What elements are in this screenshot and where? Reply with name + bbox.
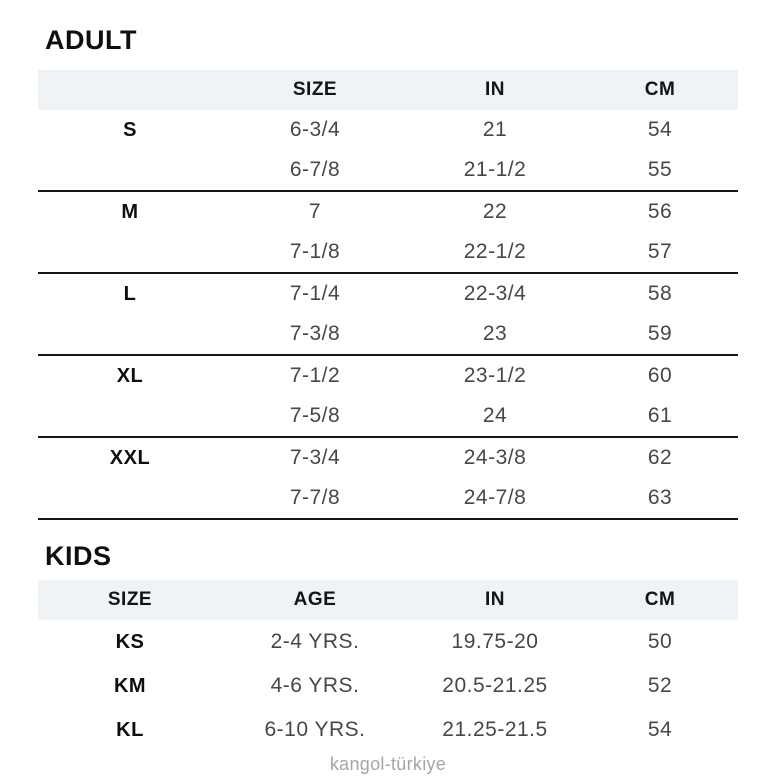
table-row xyxy=(38,478,738,519)
row-label-km: KM xyxy=(113,674,147,697)
table-row xyxy=(38,232,738,273)
column-header-age: AGE xyxy=(222,580,408,620)
table-cell: 20.5-21.25 xyxy=(442,674,548,697)
table-cell: 23-1/2 xyxy=(463,364,527,387)
table-row xyxy=(38,664,738,708)
column-header-size: SIZE xyxy=(38,580,222,620)
table-cell: 24 xyxy=(408,396,582,437)
row-label-l: L xyxy=(123,282,137,305)
table-cell: 57 xyxy=(582,232,738,273)
table-row xyxy=(38,150,738,191)
table-row xyxy=(38,191,738,232)
table-row xyxy=(38,437,738,478)
table-cell: 6-3/4 xyxy=(289,118,341,141)
table-cell: 6-10 YRS. xyxy=(264,718,366,741)
table-cell: 60 xyxy=(647,364,673,387)
adult-size-table xyxy=(38,70,738,520)
row-label-empty xyxy=(38,232,222,273)
column-header-blank xyxy=(38,70,222,110)
table-cell: 7-3/4 xyxy=(289,446,341,469)
table-cell: 56 xyxy=(647,200,673,223)
table-cell: 2-4 YRS. xyxy=(270,630,360,653)
table-cell: 54 xyxy=(647,718,673,741)
table-cell: 52 xyxy=(647,674,673,697)
column-header-size: SIZE xyxy=(222,70,408,110)
table-cell: 7-5/8 xyxy=(222,396,408,437)
row-label-empty xyxy=(38,150,222,191)
table-cell: 21.25-21.5 xyxy=(442,718,548,741)
table-cell: 7-1/2 xyxy=(289,364,341,387)
row-label-s: S xyxy=(123,118,137,141)
table-cell: 22-3/4 xyxy=(463,282,527,305)
kids-section-title: KIDS xyxy=(45,541,112,571)
row-label-empty xyxy=(38,396,222,437)
table-cell: 55 xyxy=(582,150,738,191)
table-cell: 6-7/8 xyxy=(222,150,408,191)
table-cell: 7-1/4 xyxy=(289,282,341,305)
table-cell: 7-7/8 xyxy=(222,478,408,519)
table-row xyxy=(38,355,738,396)
table-cell: 23 xyxy=(408,314,582,355)
table-row xyxy=(38,396,738,437)
adult-section-title: ADULT xyxy=(45,25,137,55)
table-row xyxy=(38,314,738,355)
table-cell: 19.75-20 xyxy=(451,630,539,653)
column-header-in: IN xyxy=(408,70,582,110)
table-cell: 62 xyxy=(647,446,673,469)
table-row xyxy=(38,273,738,314)
table-cell: 22 xyxy=(482,200,508,223)
column-header-in: IN xyxy=(408,580,582,620)
table-row xyxy=(38,708,738,752)
table-cell: 54 xyxy=(647,118,673,141)
row-label-xl: XL xyxy=(116,364,144,387)
footer-watermark: kangol-türkiye xyxy=(329,754,447,774)
table-cell: 59 xyxy=(582,314,738,355)
adult-header-row xyxy=(38,70,738,110)
table-cell: 50 xyxy=(647,630,673,653)
row-label-kl: KL xyxy=(116,718,144,741)
table-row xyxy=(38,620,738,664)
row-label-ks: KS xyxy=(115,630,145,653)
table-cell: 63 xyxy=(582,478,738,519)
table-cell: 22-1/2 xyxy=(408,232,582,273)
table-cell: 7 xyxy=(308,200,322,223)
table-cell: 21 xyxy=(482,118,508,141)
table-cell: 21-1/2 xyxy=(408,150,582,191)
row-label-xxl: XXL xyxy=(109,446,151,469)
row-label-empty xyxy=(38,314,222,355)
table-cell: 58 xyxy=(647,282,673,305)
table-cell: 24-3/8 xyxy=(463,446,527,469)
kids-size-table xyxy=(38,580,738,752)
table-row xyxy=(38,110,738,150)
column-header-cm: CM xyxy=(582,70,738,110)
table-cell: 4-6 YRS. xyxy=(270,674,360,697)
kids-header-row xyxy=(38,580,738,620)
table-cell: 61 xyxy=(582,396,738,437)
row-label-empty xyxy=(38,478,222,519)
table-cell: 7-3/8 xyxy=(222,314,408,355)
table-cell: 7-1/8 xyxy=(222,232,408,273)
table-cell: 24-7/8 xyxy=(408,478,582,519)
column-header-cm: CM xyxy=(582,580,738,620)
row-label-m: M xyxy=(121,200,139,223)
